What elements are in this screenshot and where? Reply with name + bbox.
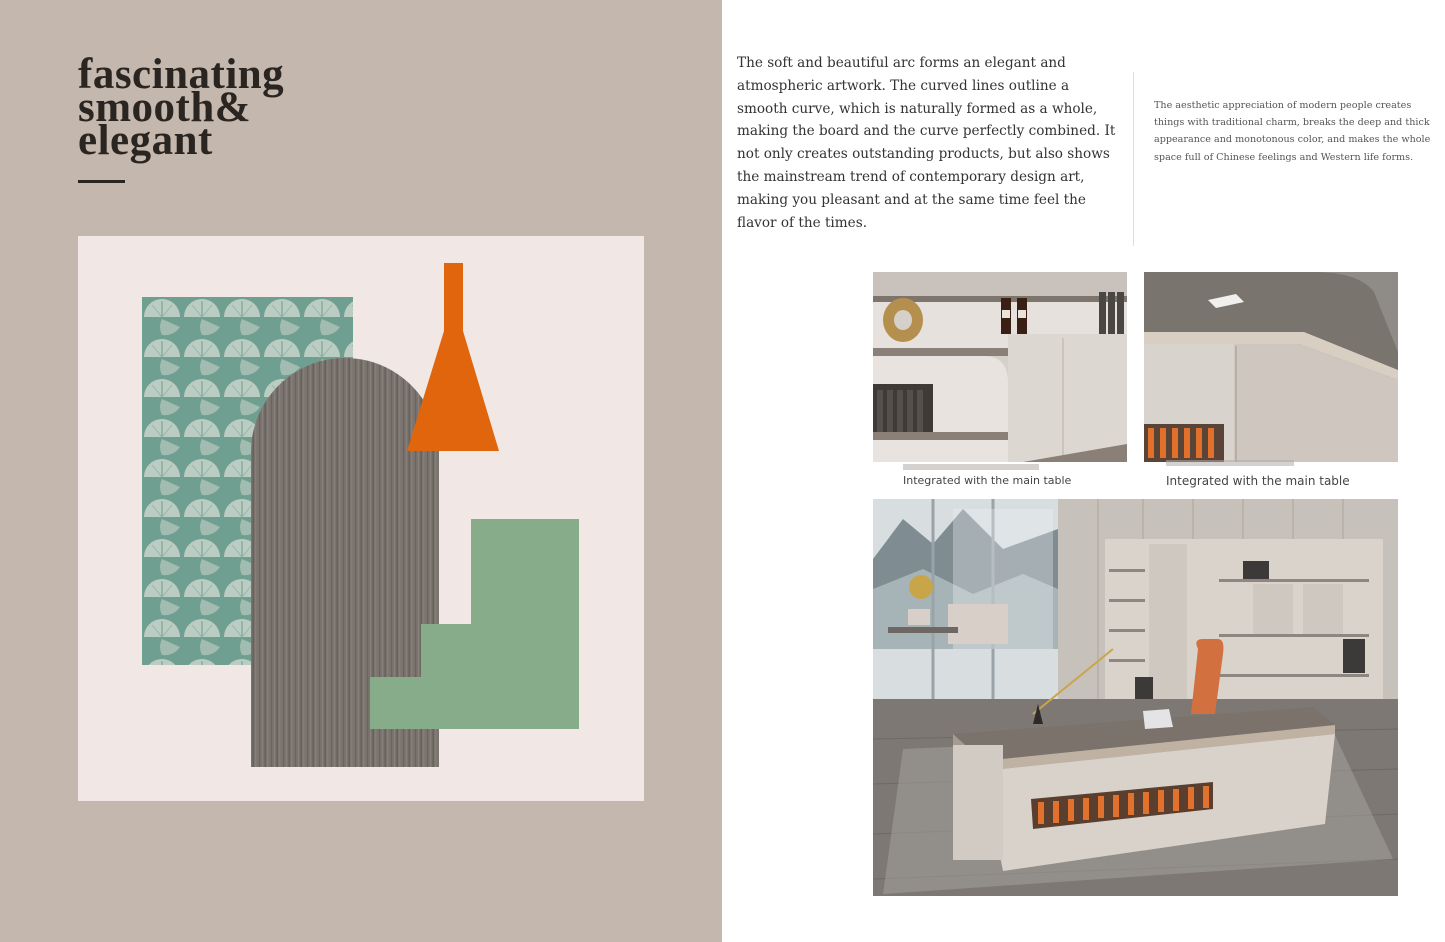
executive-office-photo xyxy=(873,499,1398,896)
desk-edge-photo-caption: Integrated with the main table xyxy=(1166,474,1350,488)
collage-illustration xyxy=(78,236,644,801)
material-collage xyxy=(78,236,644,801)
headline-underline xyxy=(78,180,125,183)
intro-side-paragraph: The aesthetic appreciation of modern people creates things with traditional charm, breaks the deep and thick appearance and monotonous color, and makes the whole space full of Chinese feelings and Western life forms. xyxy=(1154,100,1431,163)
left-panel xyxy=(0,0,722,942)
headline-line-2: smooth& xyxy=(78,84,252,131)
cabinet-photo-caption: Integrated with the main table xyxy=(903,474,1072,487)
caption-overprint-2 xyxy=(1166,460,1294,466)
column-divider xyxy=(1133,72,1134,246)
desk-edge-detail-photo xyxy=(1144,272,1398,462)
caption-overprint-1 xyxy=(903,464,1039,470)
headline xyxy=(78,51,285,164)
orange-lamp-shape xyxy=(407,263,499,451)
headline-line-1: fascinating xyxy=(78,51,285,98)
headline-line-3: elegant xyxy=(78,117,213,164)
cabinet-detail-photo xyxy=(873,272,1127,462)
intro-lead-paragraph: The soft and beautiful arc forms an elegant and atmospheric artwork. The curved lines outline a smooth curve, which is naturally formed as a whole, making the board and the curve perfectly combined. It not only creates outstanding products, but also shows the mainstream trend of contemporary design art, making you pleasant and at the same time feel the flavor of the times. xyxy=(737,55,1116,231)
